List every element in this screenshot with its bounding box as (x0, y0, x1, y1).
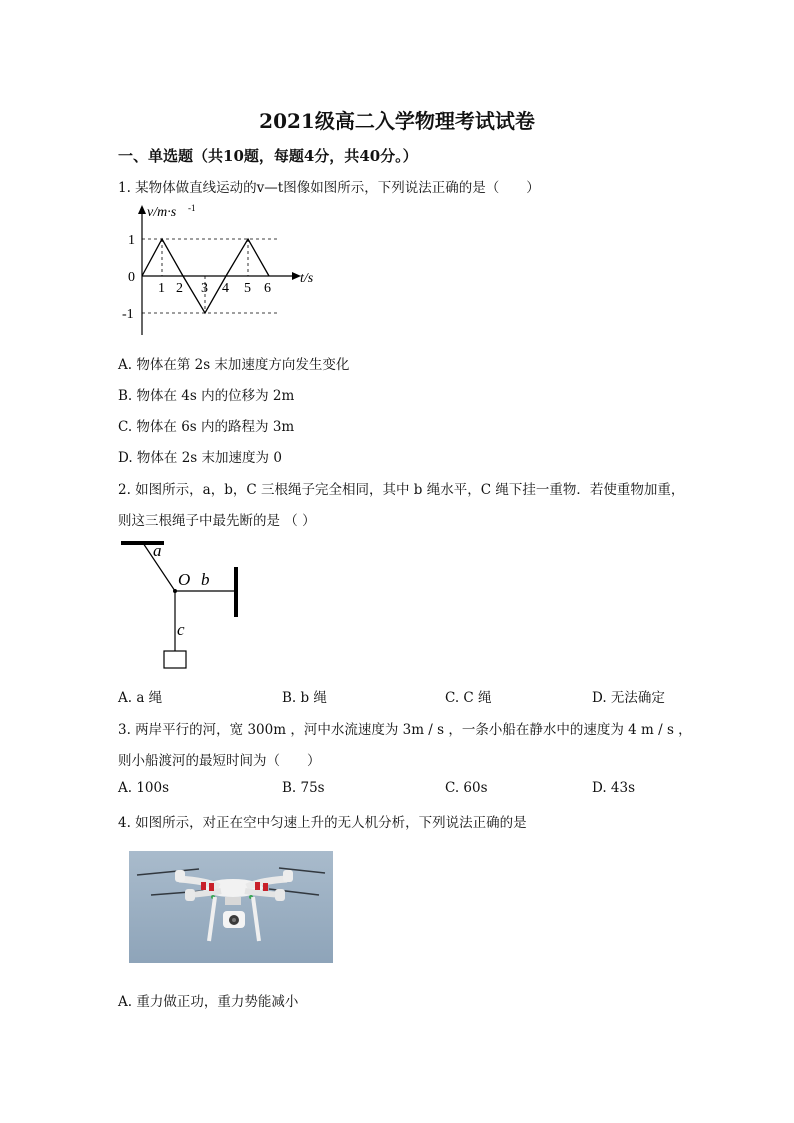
question-4-stem: 4. 如图所示，对正在空中匀速上升的无人机分析，下列说法正确的是 (118, 815, 527, 831)
q3-option-b: B. 75s (282, 780, 325, 796)
q1-option-b: B. 物体在 4s 内的位移为 2m (118, 388, 295, 404)
x-tick-6: 6 (264, 281, 271, 296)
exam-title: 2021级高二入学物理考试试卷 (259, 109, 535, 133)
x-tick-1: 1 (158, 281, 165, 296)
x-tick-4: 4 (222, 281, 229, 296)
question-3-stem-line1: 3. 两岸平行的河，宽 300m ，河中水流速度为 3m / s ，一条小船在静水中的速度为 4 m / s ， (118, 722, 692, 738)
question-2-stem-line1: 2. 如图所示，a，b，C 三根绳子完全相同，其中 b 绳水平，C 绳下挂一重物．若使重物加重， (118, 482, 685, 498)
question-3-stem-line2: 则小船渡河的最短时间为（ ） (118, 753, 321, 769)
x-tick-2: 2 (176, 281, 183, 296)
q2-option-c: C. C 绳 (445, 690, 492, 706)
y-axis-unit-sup: -1 (188, 203, 196, 213)
y-tick-1: 1 (128, 233, 135, 248)
q2-option-d: D. 无法确定 (592, 690, 665, 706)
q1-option-a: A. 物体在第 2s 末加速度方向发生变化 (118, 357, 350, 373)
y-tick-neg1: -1 (122, 307, 134, 322)
q1-option-c: C. 物体在 6s 内的路程为 3m (118, 419, 295, 435)
rope-a-label: a (153, 541, 162, 560)
rope-diagram (118, 535, 248, 675)
drone-photo (129, 851, 333, 963)
section-heading: 一、单选题（共10题，每题4分，共40分。） (118, 147, 418, 165)
x-axis-label: t/s (300, 271, 314, 286)
q3-option-d: D. 43s (592, 780, 636, 796)
q2-option-a: A. a 绳 (118, 690, 163, 706)
point-o-label: O (178, 570, 191, 589)
rope-b-label: b (201, 570, 210, 589)
vt-graph (115, 200, 325, 340)
x-tick-3: 3 (201, 281, 208, 296)
q2-option-b: B. b 绳 (282, 690, 327, 706)
y-axis-label: v/m·s (147, 205, 177, 220)
question-1-stem: 1. 某物体做直线运动的v—t图像如图所示，下列说法正确的是（ ） (118, 180, 540, 196)
question-2-stem-line2: 则这三根绳子中最先断的是 （ ） (118, 513, 316, 529)
x-tick-5: 5 (244, 281, 251, 296)
y-tick-0: 0 (128, 270, 135, 285)
q1-option-d: D. 物体在 2s 末加速度为 0 (118, 450, 282, 466)
rope-c-label: c (177, 620, 185, 639)
q4-option-a: A. 重力做正功，重力势能减小 (118, 994, 299, 1010)
q3-option-a: A. 100s (118, 780, 170, 796)
q3-option-c: C. 60s (445, 780, 488, 796)
